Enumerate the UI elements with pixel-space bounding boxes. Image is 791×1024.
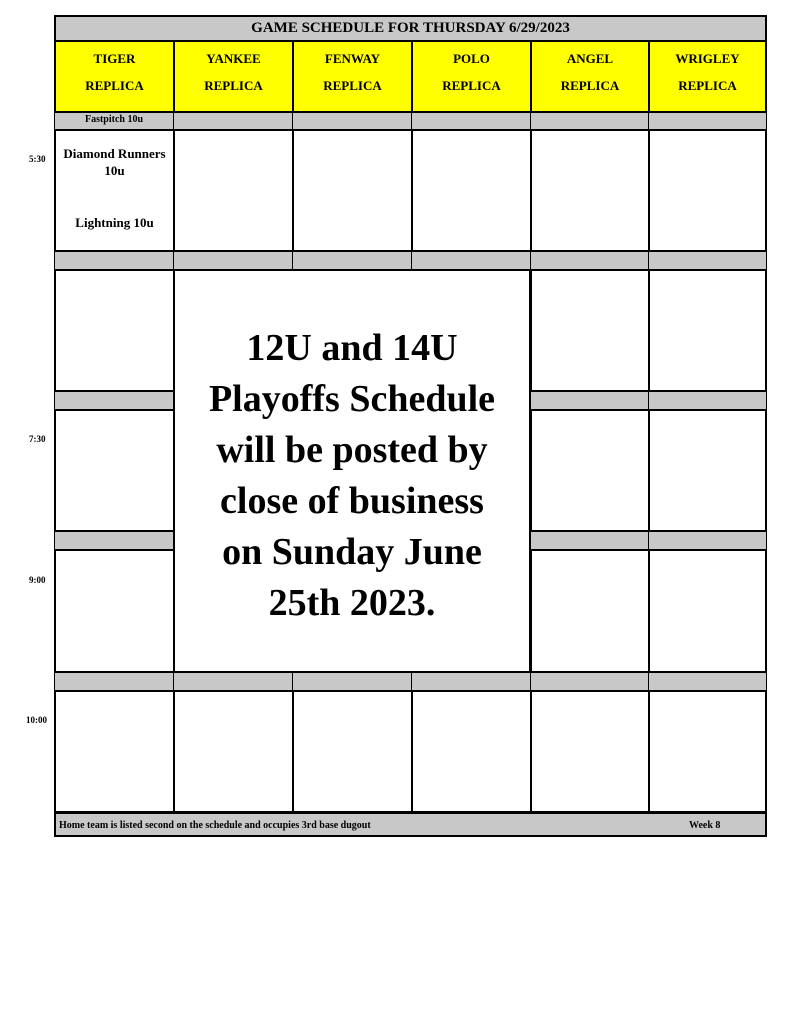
band-cell xyxy=(411,251,531,270)
game-cell xyxy=(648,129,767,252)
game-cell xyxy=(648,690,767,813)
game-cell xyxy=(411,690,532,813)
band-cell xyxy=(173,251,293,270)
band-cell xyxy=(530,251,649,270)
band-cell xyxy=(648,531,767,550)
game-cell xyxy=(648,409,767,532)
field-header-polo: POLO REPLICA xyxy=(411,40,532,113)
division-band-cell: Fastpitch 10u xyxy=(54,112,174,130)
band-cell xyxy=(648,391,767,410)
band-cell xyxy=(530,391,649,410)
field-header-yankee: YANKEE REPLICA xyxy=(173,40,294,113)
game-cell xyxy=(173,690,294,813)
schedule-title: GAME SCHEDULE FOR THURSDAY 6/29/2023 xyxy=(54,15,767,42)
band-cell xyxy=(173,672,293,691)
field-header-angel: ANGEL REPLICA xyxy=(530,40,650,113)
playoffs-notice xyxy=(173,269,531,673)
week-label: Week 8 xyxy=(689,820,721,831)
band-cell xyxy=(292,251,412,270)
band-cell xyxy=(54,672,174,691)
band-cell xyxy=(411,112,531,130)
game-cell xyxy=(54,549,175,673)
time-label-730: 7:30 xyxy=(29,434,46,444)
schedule-footer xyxy=(54,812,767,837)
band-cell xyxy=(530,531,649,550)
time-label-900: 9:00 xyxy=(29,575,46,585)
band-cell xyxy=(411,672,531,691)
band-cell xyxy=(292,112,412,130)
game-cell xyxy=(411,129,532,252)
band-cell xyxy=(648,251,767,270)
notice-line: Playoffs Schedule xyxy=(208,378,496,420)
footer-note: Home team is listed second on the schedule and occupies 3rd base dugout xyxy=(59,820,371,831)
band-cell xyxy=(54,251,174,270)
home-team-line2: 10u xyxy=(104,163,125,178)
game-cell xyxy=(292,129,413,252)
game-cell xyxy=(54,269,175,392)
band-cell xyxy=(292,672,412,691)
notice-line: 12U and 14U xyxy=(246,327,458,369)
band-cell xyxy=(173,112,293,130)
game-cell xyxy=(54,409,175,532)
game-cell xyxy=(292,690,413,813)
game-cell xyxy=(530,690,650,813)
band-cell xyxy=(54,531,174,550)
game-cell xyxy=(173,129,294,252)
notice-line: close of business xyxy=(220,480,484,522)
game-cell xyxy=(54,690,175,813)
field-header-fenway: FENWAY REPLICA xyxy=(292,40,413,113)
game-cell xyxy=(530,129,650,252)
time-label-530: 5:30 xyxy=(29,154,46,164)
band-cell xyxy=(54,391,174,410)
field-header-tiger: TIGER REPLICA xyxy=(54,40,175,113)
game-cell xyxy=(530,409,650,532)
band-cell xyxy=(648,112,767,130)
away-team: Lightning 10u xyxy=(75,215,154,230)
notice-line: on Sunday June xyxy=(222,531,482,573)
notice-line: will be posted by xyxy=(216,429,488,471)
field-header-wrigley: WRIGLEY REPLICA xyxy=(648,40,767,113)
game-cell xyxy=(648,269,767,392)
band-cell xyxy=(530,112,649,130)
time-label-1000: 10:00 xyxy=(26,715,47,725)
game-cell-tiger-530 xyxy=(54,129,175,252)
game-cell xyxy=(648,549,767,673)
game-cell xyxy=(530,269,650,392)
band-cell xyxy=(648,672,767,691)
home-team-line1: Diamond Runners xyxy=(63,146,166,161)
game-cell xyxy=(530,549,650,673)
notice-line: 25th 2023. xyxy=(268,582,436,624)
band-cell xyxy=(530,672,649,691)
